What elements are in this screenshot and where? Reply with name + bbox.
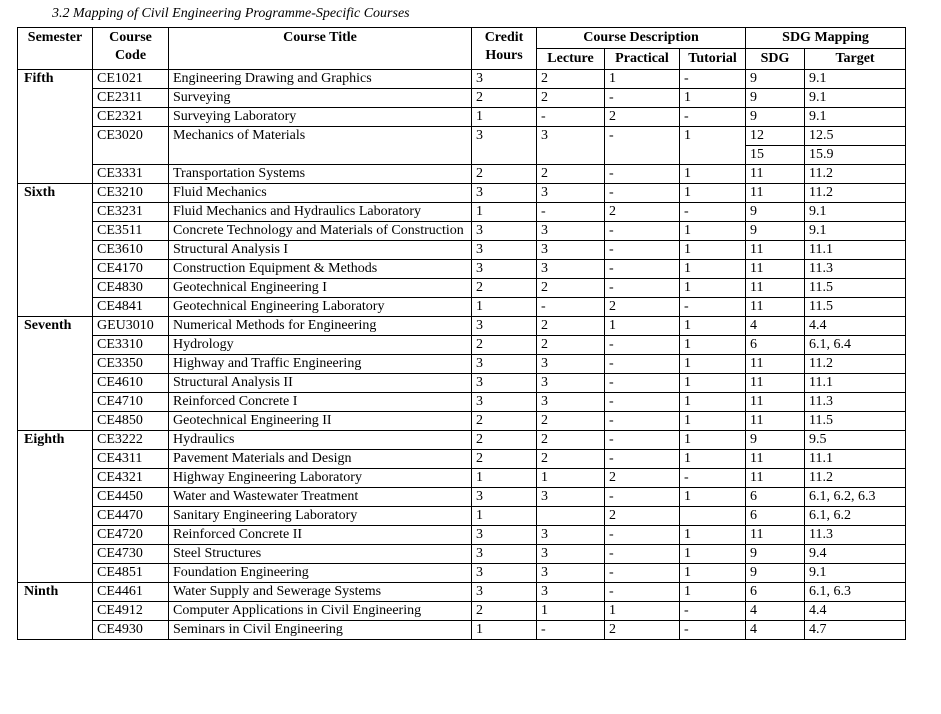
sdg-cell: 11 [746,279,805,298]
course-code-cell: CE4850 [93,412,169,431]
lecture-cell: 2 [537,431,605,450]
course-code-cell: CE3020 [93,127,169,165]
target-cell: 6.1, 6.3 [805,583,906,602]
target-cell: 11.1 [805,241,906,260]
credit-hours-cell: 1 [472,203,537,222]
course-code-cell: CE4830 [93,279,169,298]
tutorial-cell: 1 [680,165,746,184]
section-title: 3.2 Mapping of Civil Engineering Programme-Specific Courses [52,6,410,21]
credit-hours-cell: 3 [472,526,537,545]
credit-hours-cell: 2 [472,412,537,431]
sdg-cell: 4 [746,602,805,621]
sdg-cell: 9 [746,431,805,450]
course-title-cell: Pavement Materials and Design [169,450,472,469]
table-row [18,108,906,127]
lecture-cell: 1 [537,469,605,488]
tutorial-cell: 1 [680,583,746,602]
target-cell: 9.1 [805,89,906,108]
course-code-cell: CE3210 [93,184,169,203]
lecture-cell: 2 [537,165,605,184]
practical-cell: - [605,222,680,241]
header-course-title: Course Title [169,28,472,70]
tutorial-cell: 1 [680,222,746,241]
table-row [18,184,906,203]
practical-cell: - [605,583,680,602]
sdg-cell: 9 [746,70,805,89]
sdg-cell: 6 [746,488,805,507]
course-title-cell: Structural Analysis I [169,241,472,260]
sdg-cell: 9 [746,89,805,108]
practical-cell: - [605,431,680,450]
credit-hours-cell: 3 [472,70,537,89]
header-sdg: SDG [746,49,805,70]
table-row [18,488,906,507]
credit-hours-cell: 2 [472,431,537,450]
tutorial-cell: 1 [680,317,746,336]
course-title-cell: Geotechnical Engineering Laboratory [169,298,472,317]
tutorial-cell [680,507,746,526]
target-cell: 6.1, 6.4 [805,336,906,355]
table-row [18,279,906,298]
course-title-cell: Numerical Methods for Engineering [169,317,472,336]
target-cell: 9.5 [805,431,906,450]
credit-hours-cell: 1 [472,621,537,640]
table-row [18,507,906,526]
semester-cell: Sixth [18,184,93,317]
table-row [18,203,906,222]
target-cell: 12.5 [805,127,906,146]
course-title-cell: Surveying [169,89,472,108]
course-code-cell: CE4470 [93,507,169,526]
course-code-cell: CE4720 [93,526,169,545]
sdg-cell: 9 [746,222,805,241]
target-cell: 11.2 [805,469,906,488]
table-row [18,450,906,469]
course-code-cell: CE3222 [93,431,169,450]
practical-cell: - [605,241,680,260]
table-row [18,127,906,146]
tutorial-cell: 1 [680,355,746,374]
course-title-cell: Fluid Mechanics and Hydraulics Laboratory [169,203,472,222]
practical-cell: - [605,374,680,393]
tutorial-cell: 1 [680,450,746,469]
course-title-cell: Seminars in Civil Engineering [169,621,472,640]
credit-hours-cell: 3 [472,317,537,336]
credit-hours-cell: 3 [472,222,537,241]
lecture-cell: 3 [537,393,605,412]
semester-cell: Ninth [18,583,93,640]
lecture-cell: 3 [537,545,605,564]
course-title-cell: Fluid Mechanics [169,184,472,203]
course-code-cell: CE4930 [93,621,169,640]
course-code-cell: GEU3010 [93,317,169,336]
lecture-cell: - [537,203,605,222]
sdg-cell: 9 [746,545,805,564]
tutorial-cell: - [680,70,746,89]
practical-cell: - [605,393,680,412]
practical-cell: - [605,89,680,108]
lecture-cell: 2 [537,70,605,89]
credit-hours-cell: 1 [472,298,537,317]
course-code-cell: CE4841 [93,298,169,317]
tutorial-cell: 1 [680,184,746,203]
credit-hours-cell: 3 [472,564,537,583]
course-code-cell: CE3310 [93,336,169,355]
table-row [18,469,906,488]
target-cell: 11.3 [805,393,906,412]
tutorial-cell: 1 [680,89,746,108]
tutorial-cell: - [680,469,746,488]
table-row [18,393,906,412]
course-mapping-table [17,27,906,640]
lecture-cell: 3 [537,374,605,393]
sdg-cell: 11 [746,526,805,545]
course-title-cell: Computer Applications in Civil Engineering [169,602,472,621]
practical-cell: - [605,184,680,203]
sdg-cell: 4 [746,317,805,336]
course-title-cell: Water Supply and Sewerage Systems [169,583,472,602]
header-tutorial: Tutorial [680,49,746,70]
credit-hours-cell: 2 [472,602,537,621]
course-title-cell: Highway Engineering Laboratory [169,469,472,488]
table-row [18,526,906,545]
course-title-cell: Mechanics of Materials [169,127,472,165]
target-cell: 9.1 [805,203,906,222]
credit-hours-cell: 2 [472,165,537,184]
target-cell: 15.9 [805,146,906,165]
table-row [18,621,906,640]
course-title-cell: Structural Analysis II [169,374,472,393]
course-code-cell: CE4450 [93,488,169,507]
tutorial-cell: 1 [680,545,746,564]
credit-hours-cell: 2 [472,336,537,355]
practical-cell: 1 [605,317,680,336]
target-cell: 9.1 [805,70,906,89]
tutorial-cell: 1 [680,412,746,431]
course-title-cell: Transportation Systems [169,165,472,184]
target-cell: 11.1 [805,374,906,393]
table-row [18,431,906,450]
sdg-cell: 11 [746,184,805,203]
practical-cell: - [605,279,680,298]
credit-hours-cell: 1 [472,469,537,488]
target-cell: 9.1 [805,222,906,241]
table-row [18,412,906,431]
sdg-cell: 11 [746,260,805,279]
credit-hours-cell: 3 [472,393,537,412]
credit-hours-cell: 3 [472,260,537,279]
practical-cell: - [605,564,680,583]
tutorial-cell: 1 [680,564,746,583]
sdg-cell: 9 [746,203,805,222]
course-code-cell: CE3610 [93,241,169,260]
target-cell: 11.5 [805,298,906,317]
course-title-cell: Steel Structures [169,545,472,564]
table-row [18,564,906,583]
lecture-cell [537,507,605,526]
practical-cell: - [605,545,680,564]
practical-cell: - [605,336,680,355]
course-title-cell: Construction Equipment & Methods [169,260,472,279]
table-row [18,222,906,241]
sdg-cell: 6 [746,336,805,355]
practical-cell: - [605,488,680,507]
target-cell: 4.7 [805,621,906,640]
sdg-cell: 11 [746,165,805,184]
target-cell: 6.1, 6.2, 6.3 [805,488,906,507]
tutorial-cell: 1 [680,431,746,450]
sdg-cell: 11 [746,298,805,317]
target-cell: 11.2 [805,355,906,374]
target-cell: 11.3 [805,526,906,545]
practical-cell: 2 [605,108,680,127]
table-row [18,298,906,317]
course-code-cell: CE4851 [93,564,169,583]
lecture-cell: 2 [537,317,605,336]
course-code-cell: CE3231 [93,203,169,222]
sdg-cell: 4 [746,621,805,640]
header-course-description: Course Description [537,28,746,49]
course-title-cell: Sanitary Engineering Laboratory [169,507,472,526]
tutorial-cell: 1 [680,526,746,545]
credit-hours-cell: 2 [472,89,537,108]
lecture-cell: 2 [537,336,605,355]
credit-hours-cell: 3 [472,374,537,393]
lecture-cell: 3 [537,127,605,165]
tutorial-cell: 1 [680,374,746,393]
lecture-cell: 2 [537,89,605,108]
header-target: Target [805,49,906,70]
credit-hours-cell: 3 [472,355,537,374]
lecture-cell: 3 [537,564,605,583]
practical-cell: 1 [605,70,680,89]
course-title-cell: Highway and Traffic Engineering [169,355,472,374]
credit-hours-cell: 3 [472,184,537,203]
table-row [18,374,906,393]
table-row [18,583,906,602]
lecture-cell: 2 [537,279,605,298]
credit-hours-cell: 3 [472,127,537,165]
course-code-cell: CE2311 [93,89,169,108]
course-code-cell: CE3511 [93,222,169,241]
lecture-cell: - [537,621,605,640]
semester-cell: Seventh [18,317,93,431]
practical-cell: - [605,412,680,431]
table-row [18,355,906,374]
table-row [18,260,906,279]
target-cell: 9.1 [805,108,906,127]
tutorial-cell: - [680,621,746,640]
table-row [18,317,906,336]
course-title-cell: Foundation Engineering [169,564,472,583]
tutorial-cell: 1 [680,279,746,298]
lecture-cell: 3 [537,222,605,241]
sdg-cell: 6 [746,507,805,526]
course-title-cell: Surveying Laboratory [169,108,472,127]
table-row [18,336,906,355]
target-cell: 9.4 [805,545,906,564]
table-row [18,602,906,621]
target-cell: 11.1 [805,450,906,469]
course-code-cell: CE4710 [93,393,169,412]
sdg-cell: 15 [746,146,805,165]
course-code-cell: CE3350 [93,355,169,374]
course-title-cell: Geotechnical Engineering II [169,412,472,431]
credit-hours-cell: 3 [472,241,537,260]
practical-cell: - [605,127,680,165]
lecture-cell: 3 [537,355,605,374]
tutorial-cell: - [680,203,746,222]
practical-cell: - [605,526,680,545]
sdg-cell: 11 [746,374,805,393]
credit-hours-cell: 2 [472,279,537,298]
sdg-cell: 12 [746,127,805,146]
target-cell: 4.4 [805,317,906,336]
lecture-cell: 2 [537,450,605,469]
lecture-cell: 3 [537,583,605,602]
practical-cell: 2 [605,621,680,640]
target-cell: 11.5 [805,412,906,431]
sdg-cell: 11 [746,355,805,374]
course-title-cell: Water and Wastewater Treatment [169,488,472,507]
sdg-cell: 6 [746,583,805,602]
sdg-cell: 11 [746,412,805,431]
lecture-cell: 3 [537,488,605,507]
credit-hours-cell: 2 [472,450,537,469]
sdg-cell: 9 [746,564,805,583]
lecture-cell: 1 [537,602,605,621]
sdg-cell: 9 [746,108,805,127]
course-code-cell: CE4610 [93,374,169,393]
tutorial-cell: - [680,602,746,621]
course-code-cell: CE4461 [93,583,169,602]
course-code-cell: CE4170 [93,260,169,279]
lecture-cell: 3 [537,526,605,545]
tutorial-cell: 1 [680,336,746,355]
target-cell: 11.2 [805,184,906,203]
header-course-code: Course Code [93,28,169,70]
practical-cell: - [605,165,680,184]
target-cell: 11.5 [805,279,906,298]
credit-hours-cell: 3 [472,583,537,602]
course-code-cell: CE2321 [93,108,169,127]
practical-cell: 2 [605,298,680,317]
course-code-cell: CE1021 [93,70,169,89]
practical-cell: 1 [605,602,680,621]
practical-cell: 2 [605,507,680,526]
practical-cell: 2 [605,469,680,488]
lecture-cell: 2 [537,412,605,431]
course-code-cell: CE4311 [93,450,169,469]
sdg-cell: 11 [746,469,805,488]
credit-hours-cell: 1 [472,507,537,526]
course-code-cell: CE3331 [93,165,169,184]
header-practical: Practical [605,49,680,70]
tutorial-cell: 1 [680,393,746,412]
table-row [18,165,906,184]
tutorial-cell: 1 [680,488,746,507]
semester-cell: Fifth [18,70,93,184]
target-cell: 6.1, 6.2 [805,507,906,526]
header-semester: Semester [18,28,93,70]
lecture-cell: - [537,108,605,127]
lecture-cell: - [537,298,605,317]
practical-cell: - [605,260,680,279]
target-cell: 11.3 [805,260,906,279]
tutorial-cell: - [680,108,746,127]
practical-cell: - [605,355,680,374]
practical-cell: - [605,450,680,469]
sdg-cell: 11 [746,241,805,260]
course-title-cell: Geotechnical Engineering I [169,279,472,298]
course-title-cell: Concrete Technology and Materials of Construction [169,222,472,241]
tutorial-cell: 1 [680,260,746,279]
tutorial-cell: - [680,298,746,317]
tutorial-cell: 1 [680,241,746,260]
table-row [18,241,906,260]
sdg-cell: 11 [746,393,805,412]
credit-hours-cell: 1 [472,108,537,127]
course-code-cell: CE4730 [93,545,169,564]
table-body [18,70,906,640]
table-row [18,545,906,564]
course-title-cell: Hydraulics [169,431,472,450]
target-cell: 4.4 [805,602,906,621]
credit-hours-cell: 3 [472,545,537,564]
header-lecture: Lecture [537,49,605,70]
semester-cell: Eighth [18,431,93,583]
course-title-cell: Reinforced Concrete II [169,526,472,545]
course-code-cell: CE4912 [93,602,169,621]
lecture-cell: 3 [537,184,605,203]
course-title-cell: Engineering Drawing and Graphics [169,70,472,89]
target-cell: 11.2 [805,165,906,184]
sdg-cell: 11 [746,450,805,469]
table-header [18,28,906,70]
table-row [18,89,906,108]
course-title-cell: Hydrology [169,336,472,355]
practical-cell: 2 [605,203,680,222]
lecture-cell: 3 [537,260,605,279]
table-row [18,70,906,89]
credit-hours-cell: 3 [472,488,537,507]
header-credit-hours: Credit Hours [472,28,537,70]
target-cell: 9.1 [805,564,906,583]
lecture-cell: 3 [537,241,605,260]
course-title-cell: Reinforced Concrete I [169,393,472,412]
tutorial-cell: 1 [680,127,746,165]
course-code-cell: CE4321 [93,469,169,488]
header-sdg-mapping: SDG Mapping [746,28,906,49]
